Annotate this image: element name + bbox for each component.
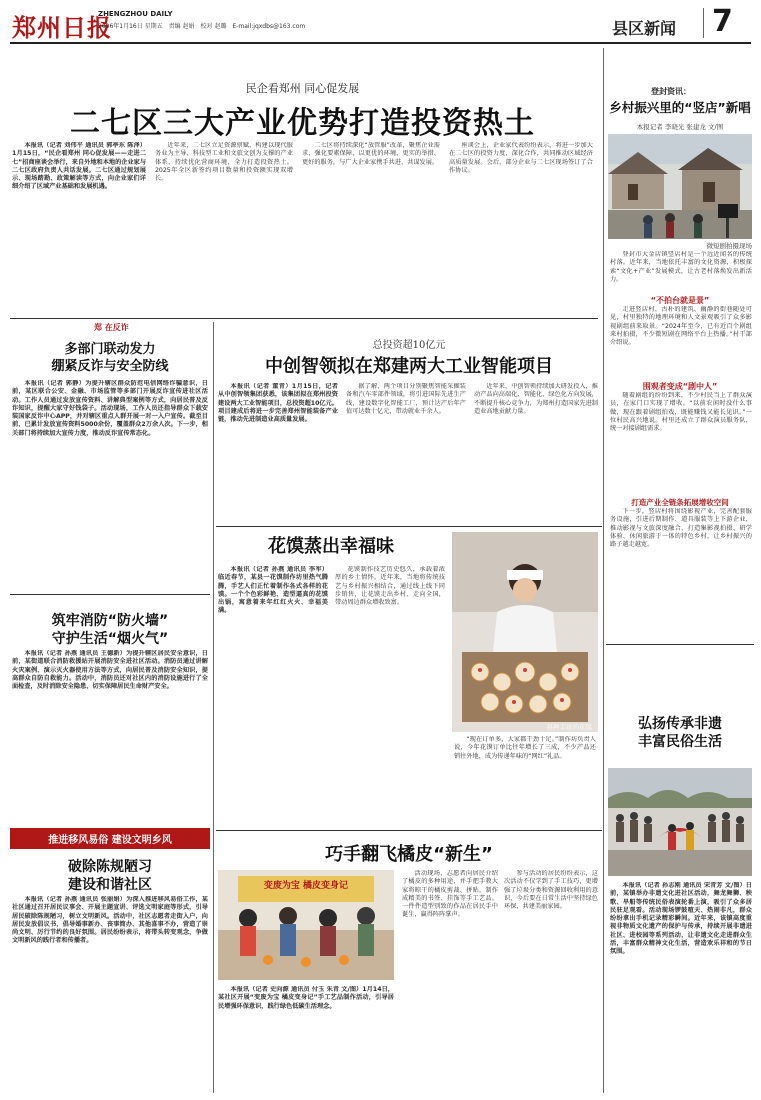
left-column-divider [213, 322, 214, 1093]
civilization-banner: 推进移风易俗 建设文明乡风 [10, 828, 210, 849]
feature-col1-text: 本报讯（记者 孙燕 通讯员 李军）临近春节，某县一花馍制作坊里热气腾腾，手艺人们正忙着制作各式各样的花馍。一个个色彩鲜艳、造型逼真的花馍出锅，寓意着来年红红火火、幸福美满。 [218, 566, 328, 615]
folk-performance-photo [608, 768, 752, 876]
newspaper-english-name: ZHENGZHOU DAILY [98, 10, 173, 18]
civilization-body [12, 896, 208, 1092]
orange-peel-col1-text: 本报讯（记者 史向源 通讯员 付玉 朱青 文/图）1月14日，某社区开展“变废为宝 橘皮变身记”手工艺品制作活动，引导居民增强环保意识，践行绿色低碳生活理念。 [218, 986, 394, 1010]
right-top-byline: 本报记者 李晓光 张建龙 文/图 [636, 123, 724, 131]
right-top-subhead-2: 围观者变成“剧中人” [642, 382, 718, 391]
orange-peel-column-1 [218, 986, 394, 1092]
right-top-subhead-3: 打造产业全链条拓展增收空间 [631, 498, 729, 507]
fire-safety-body-text: 本报讯（记者 孙燕 通讯员 王德新）为提升辖区居民安全意识，日前，某街道联合消防救援站开展消防安全进社区活动。消防员通过讲解火灾案例、演示灭火器使用方法等方式，向居民普及消防安全知识，提高群众自防自救能力。活动中，消防员还对社区内的消防设施进行了全面检查，及时消除安全隐患，切实保障居民生命财产安全。 [12, 650, 208, 691]
orange-peel-column-2 [402, 870, 498, 1092]
orange-peel-photo [218, 870, 394, 980]
village-photo [608, 134, 752, 239]
fire-safety-body [12, 650, 208, 822]
center-kicker: 总投资超10亿元 [372, 340, 446, 351]
lead-column-2 [155, 142, 293, 314]
orange-peel-col3-text: 参与活动的居民纷纷表示，这次活动不仅学到了手工技巧，更增强了垃圾分类和资源回收利用的意识，今后要在日常生活中坚持绿色环保，共建美丽家园。 [504, 870, 598, 911]
lead-col2-text: 近年来，二七区立足资源禀赋，构建以现代服务业为主导、科技型工业和文旅文创为支撑的产业体系，持续优化营商环境，全力打造投资热土。2025年全区新签约项目数量和投资额实现双增长。 [155, 142, 293, 183]
lead-column-4 [449, 142, 593, 314]
civilization-body-text: 本报讯（记者 孙燕 通讯员 张丽娟）为深入推进移风易俗工作，某社区通过召开居民议事会、开展主题宣讲、评选文明家庭等形式，引导居民破除陈规陋习，树立文明新风。活动中，社区志愿者走街入户，向居民发放倡议书，倡导婚事新办、丧事简办、其他喜事不办，营造了崇尚文明、厉行节约的良好氛围。居民纷纷表示，将带头转变观念，争做文明新风的践行者和传播者。 [12, 896, 208, 945]
masthead-divider [703, 8, 704, 38]
lead-column-1 [12, 142, 146, 314]
anti-fraud-headline: 多部门联动发力 绷紧反诈与安全防线 [51, 342, 169, 374]
issue-info: 2026年1月16日 星期五 责编 赵娟 校对 赵璐 E-mail:jqxdbs@163.com [98, 23, 306, 30]
right-top-para-2 [610, 392, 752, 492]
right-bottom-headline: 弘扬传承非遗 丰富民俗生活 [638, 716, 722, 751]
feature-col3-text: “现在订单多，大家都干劲十足。”制作坊负责人说，今年花馍订单比往年增长了三成，不少产品还销往外地，成为传递年味的“网红”礼品。 [454, 736, 596, 760]
village-photo-image [608, 134, 752, 239]
lead-col1-text: 本报讯（记者 刘伟平 通讯员 郭亭东 陈泽）1月15日，“民企看郑州 同心促发展——走进二七”招商座谈会举行，来自外地和本地的企业家与二七区政府负责人共话发展。二七区通过规划展示、现场踏勘、政策解读等方式，向企业家们详细介绍了区域产业基础和发展机遇。 [12, 142, 146, 191]
right-top-headline: 乡村振兴里的“竖店”新唱 [609, 100, 751, 115]
feature-headline: 花馍蒸出幸福味 [268, 536, 394, 557]
orange-peel-banner-text: 变废为宝 橘皮变身记 [263, 881, 349, 891]
orange-peel-col2-text: 活动现场，志愿者向居民介绍了橘皮的多种用途，并手把手教大家将晾干的橘皮剪裁、拼贴，制作成精美的书签、挂饰等手工艺品。一件件造型别致的作品在居民手中诞生，赢得阵阵掌声。 [402, 870, 498, 919]
page-number: 7 [712, 4, 733, 39]
lead-kicker: 民企看郑州 同心促发展 [245, 82, 360, 95]
center-headline: 中创智领拟在郑建两大工业智能项目 [265, 356, 553, 377]
huamo-photo [452, 532, 598, 732]
lead-bottom-rule [10, 318, 598, 319]
anti-fraud-badge: 郑 在反诈 [94, 323, 129, 332]
masthead-rule [10, 42, 751, 44]
right-top-intro [610, 251, 752, 291]
huamo-photo-caption: 县种丰富的花馍 [546, 723, 592, 731]
folk-performance-image [608, 768, 752, 876]
feature-column-3 [454, 736, 596, 816]
orange-peel-column-3 [504, 870, 598, 1092]
section-title: 县区新闻 [612, 19, 677, 38]
center-col1-text: 本报讯（记者 董青）1月15日，记者从中创智领集团获悉，该集团拟在郑州投资建设两大工业智能项目，总投资超10亿元。项目建成后将进一步完善郑州智能装备产业链，推动先进制造业高质量发展。 [218, 383, 338, 424]
feature-bottom-rule [216, 830, 602, 831]
village-photo-caption: 微短剧拍摄现场 [706, 242, 752, 250]
right-bottom-body [610, 882, 752, 1094]
anti-fraud-body [12, 380, 208, 590]
anti-fraud-body-text: 本报讯（记者 郭静）为提升辖区群众防范电信网络诈骗意识，日前，某区联合公安、金融、市场监管等多部门开展反诈宣传进社区活动。工作人员通过发放宣传资料、讲解典型案例等方式，向居民普及反诈知识，提醒大家守好钱袋子。活动现场，工作人员还指导群众下载安装国家反诈中心APP，并对辖区重点人群开展一对一入户宣传。截至目前，已累计发放宣传资料5000余份，覆盖群众2万余人次。下一步，相关部门将持续加大宣传力度，推动反诈宣传常态化。 [12, 380, 208, 437]
lead-col4-text: 座谈会上，企业家代表纷纷表示，将进一步加大在二七区的投资力度，深化合作，共同推动区域经济高质量发展。会后，部分企业与二七区现场签订了合作协议。 [449, 142, 593, 174]
center-column-1 [218, 383, 338, 523]
feature-column-1 [218, 566, 328, 806]
lead-column-3 [302, 142, 440, 314]
right-top-para3-text: 下一步，竖店村将围绕影视产业，完善配套服务设施，引进后期制作、道具服装等上下游企业，推动影视与文旅深度融合，打造集影视拍摄、研学体验、休闲旅游于一体的特色乡村，让乡村振兴的路子越走越宽。 [610, 508, 752, 549]
center-col3-text: 近年来，中创智领持续加大研发投入，推动产品向高端化、智能化、绿色化方向发展，不断提升核心竞争力，为郑州打造国家先进制造业高地贡献力量。 [474, 383, 598, 415]
lead-headline: 二七区三大产业优势打造投资热土 [70, 106, 535, 141]
fire-safety-headline: 筑牢消防“防火墙” 守护生活“烟火气” [51, 613, 169, 648]
right-top-para-1 [610, 306, 752, 376]
right-top-subhead-1: “不拍台就是景” [650, 296, 710, 305]
right-mid-rule [606, 644, 754, 645]
right-top-para1-text: 走进竖店村，古朴的建筑、幽静的街巷随处可见，村里独特的地理环境和人文景观吸引了众多影视剧组前来取景。“2024年至今，已有近百个剧组来村拍摄，不少微短剧在网络平台上热播。”村干部介绍说。 [610, 306, 752, 347]
center-column-3 [474, 383, 598, 523]
right-top-para2-text: 随着剧组的纷纷到来，不少村民当上了群众演员，在家门口实现了增收。“以前农闲时没什么事做，现在跟着剧组拍戏，既能赚钱又能长见识。”一位村民高兴地说。村里还成立了群众演员服务队，统一对接剧组需求。 [610, 392, 752, 433]
civilization-headline: 破除陈规陋习 建设和谐社区 [68, 859, 152, 894]
feature-column-2 [335, 566, 445, 806]
lead-col3-text: 二七区将持续深化“放管服”改革，聚焦企业需求，强化要素保障，以更优的环境、更实的举措、更好的服务，与广大企业家携手共进、共谋发展。 [302, 142, 440, 166]
center-rule [216, 526, 602, 527]
huamo-image [452, 532, 598, 732]
right-column-divider [603, 48, 604, 1093]
left-top-rule [10, 594, 210, 595]
right-top-intro-text: 登封市大金店镇竖店村是一个远近闻名的传统村落。近年来，当地依托丰富的文化资源，积极探索“文化+产业”发展模式，让古老村落焕发出新活力。 [610, 251, 752, 283]
right-top-kicker: 登封资讯： [651, 87, 691, 96]
newspaper-logo: 郑州日报 [12, 14, 112, 42]
orange-peel-headline: 巧手翻飞橘皮“新生” [325, 844, 493, 865]
right-top-para-3 [610, 508, 752, 638]
center-col2-text: 据了解，两个项目分别聚焦智能采掘装备和汽车零部件领域，将引进国际先进生产线，建设数字化智能工厂，预计达产后年产值可达数十亿元，带动就业千余人。 [346, 383, 466, 415]
right-bottom-body-text: 本报讯（记者 孙志刚 通讯员 宋青芳 文/图）日前，某镇举办非遗文化进社区活动，舞龙舞狮、秧歌、旱船等传统民俗表演轮番上演，吸引了众多居民驻足观看。活动现场锣鼓喧天、热闹非凡，群众纷纷拿出手机记录精彩瞬间。近年来，该镇高度重视非物质文化遗产的保护与传承，持续开展非遗进社区、进校园等系列活动，让非遗文化走进群众生活，丰富群众精神文化生活，营造欢乐祥和的节日氛围。 [610, 882, 752, 956]
feature-col2-text: 花馍制作技艺历史悠久，承载着浓厚的乡土情怀。近年来，当地将传统技艺与乡村振兴相结合，通过线上线下同步销售，让花馍走出乡村、走向全国，带动周边群众增收致富。 [335, 566, 445, 607]
center-column-2 [346, 383, 466, 523]
